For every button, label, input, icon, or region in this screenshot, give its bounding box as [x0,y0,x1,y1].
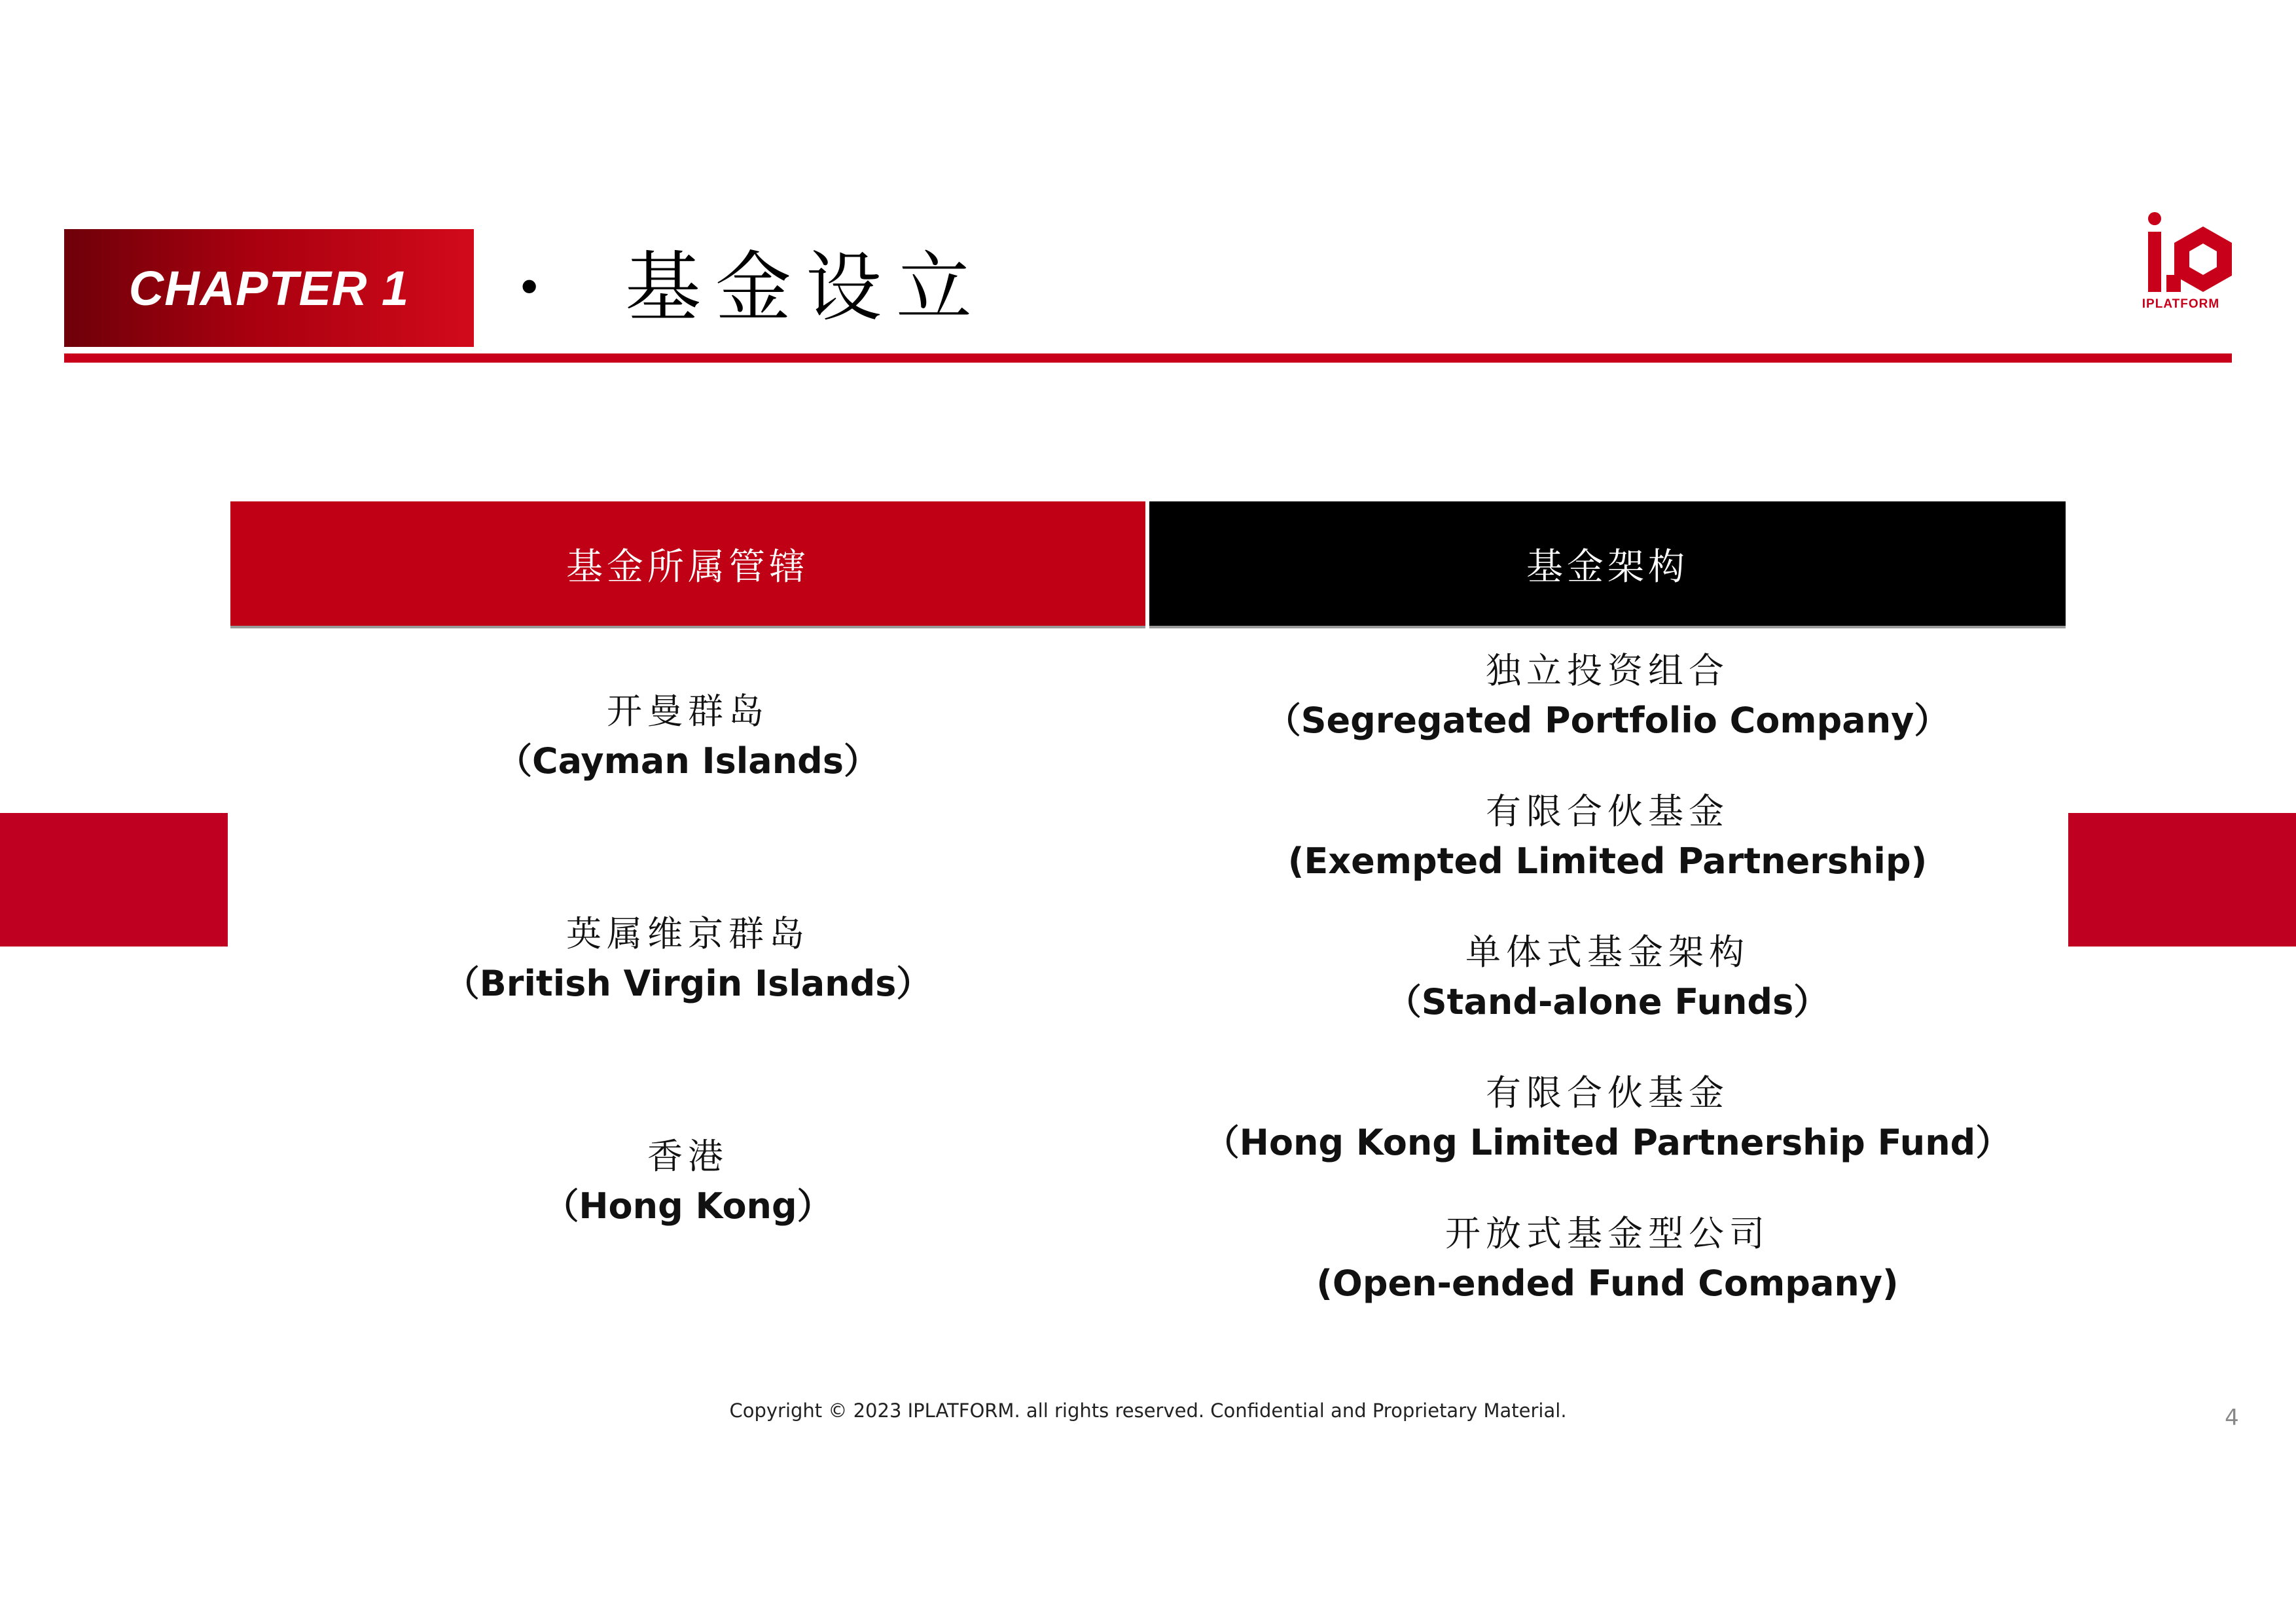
chapter-badge [64,229,474,347]
structure-cn: 独立投资组合 [1486,650,1729,691]
jurisdiction-cn: 英属维京群岛 [566,913,810,954]
page-number: 4 [2225,1405,2239,1431]
jurisdiction-item [230,913,1145,1004]
structure-item [1149,931,2066,1022]
jurisdiction-cn: 香港 [647,1136,728,1177]
chapter-label: CHAPTER 1 [128,261,410,316]
copyright-notice: Copyright © 2023 IPLATFORM. all rights reserved. Confidential and Proprietary Material. [729,1399,1567,1422]
title-divider [64,353,2232,363]
structure-cn: 开放式基金型公司 [1445,1213,1770,1254]
structure-item [1149,650,2066,741]
jurisdiction-item [230,691,1145,782]
right-accent-bar [2068,813,2296,947]
structure-en: （Hong Kong Limited Partnership Fund） [1204,1122,2011,1163]
structure-item [1149,1072,2066,1163]
structure-en: (Open-ended Fund Company) [1316,1263,1899,1304]
structure-item [1149,791,2066,882]
jurisdiction-en: （Cayman Islands） [497,740,879,782]
page-title: 基金设立 [625,244,986,332]
jurisdiction-en: （Hong Kong） [543,1185,833,1227]
structure-en: （Segregated Portfolio Company） [1265,700,1950,741]
header-underline-left [230,626,1145,628]
jurisdiction-cn: 开曼群岛 [607,691,769,732]
structure-cn: 有限合伙基金 [1486,791,1729,832]
table-header-structure: 基金架构 [1149,501,2066,627]
logo-text: IPLATFORM [2142,297,2220,311]
structure-en: (Exempted Limited Partnership) [1287,840,1928,882]
jurisdiction-item [230,1136,1145,1227]
left-accent-bar [0,813,228,947]
title-bullet: • [516,261,543,315]
structure-item [1149,1213,2066,1304]
structure-en: （Stand-alone Funds） [1386,981,1829,1022]
structure-cn: 单体式基金架构 [1465,931,1749,973]
structure-cn: 有限合伙基金 [1486,1072,1729,1113]
header-underline-right [1149,626,2066,628]
jurisdiction-en: （British Virgin Islands） [444,963,932,1004]
table-header-jurisdiction: 基金所属管辖 [230,501,1145,627]
